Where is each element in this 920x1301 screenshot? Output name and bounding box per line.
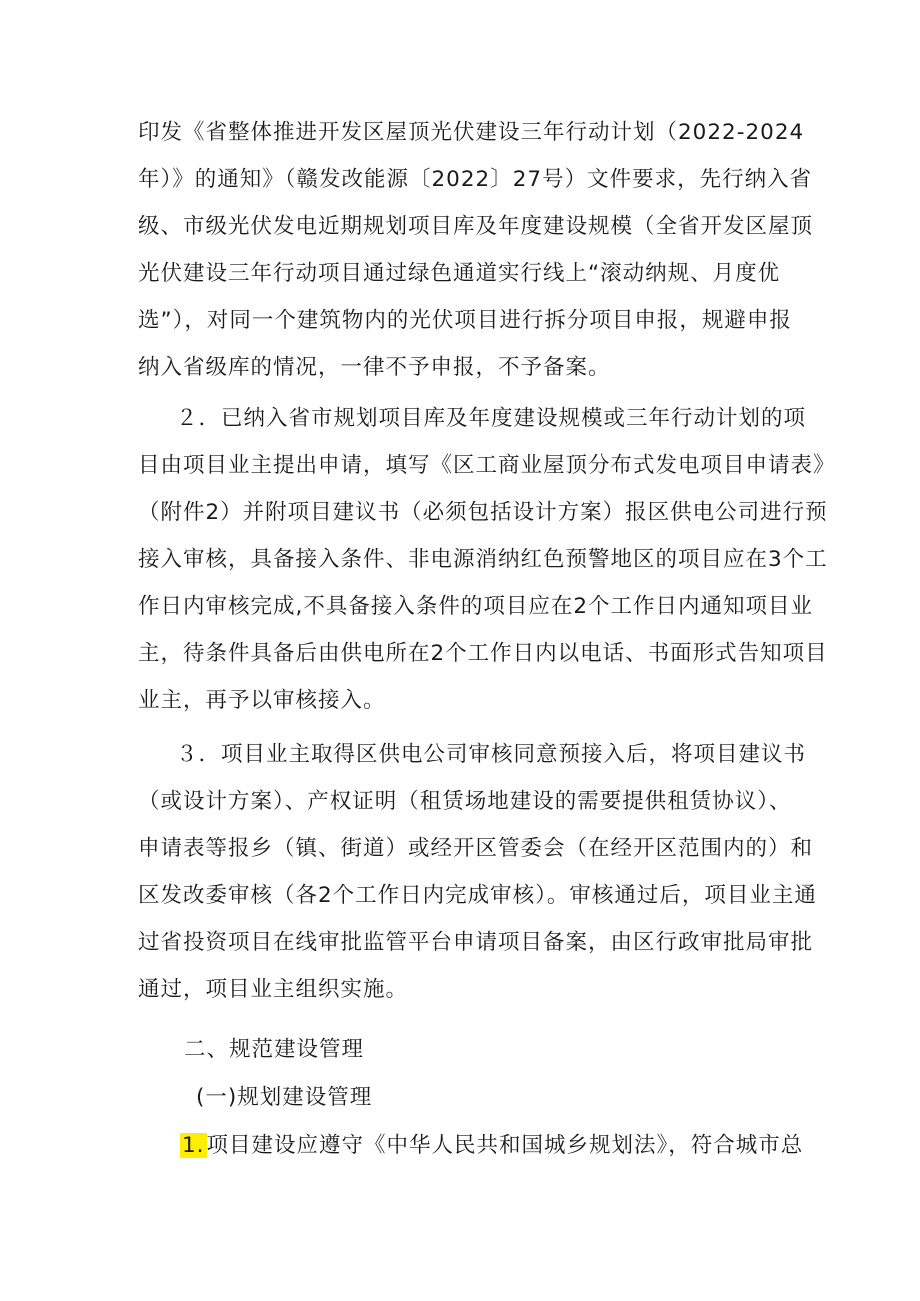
paragraph-3-line-3: 申请表等报乡（镇、街道）或经开区管委会（在经开区范围内的）和 [138,836,814,861]
section-heading-text: 二、规范建设管理 [184,1037,365,1062]
paragraph-1-line-2: 年）》的通知》（赣发改能源〔2022〕27号）文件要求，先行纳入省 [138,167,813,192]
item-1-line [180,1122,804,1169]
paragraph-1 [138,109,814,391]
paragraph-3-line-5: 过省投资项目在线审批监管平台申请项目备案，由区行政审批局审批 [138,930,814,955]
section-heading [138,1026,798,1073]
item-1 [180,1122,804,1169]
paragraph-2-line-2: 目由项目业主提出申请，填写《区工商业屋顶分布式发电项目申请表》 [138,453,836,478]
paragraph-2 [138,395,836,724]
paragraph-2-line-7: 业主，再予以审核接入。 [138,688,386,713]
paragraph-2-line-6: 主，待条件具备后由供电所在2个工作日内以电话、书面形式告知项目 [138,641,828,666]
paragraph-3-line-4: 区发改委审核（各2个工作日内完成审核）。审核通过后，项目业主通 [138,883,817,908]
paragraph-2-line-3: （附件2）并附项目建议书（必须包括设计方案）报区供电公司进行预 [138,500,828,525]
paragraph-3-line-2: （或设计方案）、产权证明（租赁场地建设的需要提供租赁协议）、 [138,789,792,814]
paragraph-1-line-5: 选”），对同一个建筑物内的光伏项目进行拆分项目申报，规避申报 [138,308,792,333]
paragraph-3-line-6: 通过，项目业主组织实施。 [138,977,409,1002]
paragraph-3-line-1: ３．项目业主取得区供电公司审核同意预接入后，将项目建议书 [176,742,807,767]
paragraph-1-line-4: 光伏建设三年行动项目通过绿色通道实行线上“滚动纳规、月度优 [138,261,781,286]
paragraph-3 [138,731,817,1013]
paragraph-2-line-5: 作日内审核完成,不具备接入条件的项目应在2个工作日内通知项目业 [138,594,814,619]
subsection-heading-text: (一)规划建设管理 [196,1085,373,1110]
paragraph-1-line-3: 级、市级光伏发电近期规划项目库及年度建设规模（全省开发区屋顶 [138,214,814,239]
item-1-text: 项目建设应遵守《中华人民共和国城乡规划法》，符合城市总 [206,1133,804,1158]
highlighted-number: 1. [182,1133,205,1158]
paragraph-1-line-6: 纳入省级库的情况，一律不予申报，不予备案。 [138,355,611,380]
paragraph-1-line-1: 印发《省整体推进开发区屋顶光伏建设三年行动计划（2022-2024 [138,120,805,145]
paragraph-2-line-4: 接入审核，具备接入条件、非电源消纳红色预警地区的项目应在3个工 [138,547,828,572]
subsection-heading [138,1074,798,1121]
paragraph-2-line-1: ２．已纳入省市规划项目库及年度建设规模或三年行动计划的项 [176,406,807,431]
